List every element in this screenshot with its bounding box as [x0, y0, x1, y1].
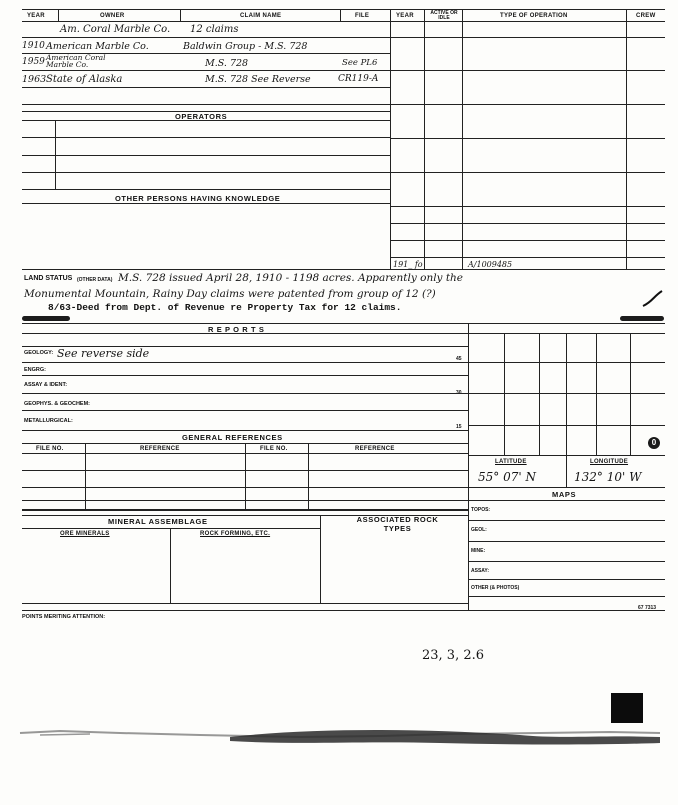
header-year: YEAR: [27, 13, 45, 19]
owner-row-1-claim: 12 claims: [190, 24, 239, 35]
reports-assay-label: ASSAY & IDENT:: [24, 382, 68, 388]
owner-row-3-file: See PL6: [342, 58, 378, 68]
owner-row-3-year: 1959: [22, 57, 45, 67]
land-status-typed: 8/63-Deed from Dept. of Revenue re Property Tax for 12 claims.: [48, 302, 402, 313]
knowledge-title: OTHER PERSONS HAVING KNOWLEDGE: [115, 194, 281, 203]
circle-mark: 0: [648, 437, 660, 449]
rock-forming-label: ROCK FORMING, ETC.: [200, 531, 271, 537]
longitude-label: LONGITUDE: [590, 459, 629, 465]
form-number: 67 7313: [638, 605, 657, 611]
scan-smear: [0, 715, 678, 755]
header-crew: CREW: [636, 13, 656, 19]
owner-row-2-year: 1910: [22, 41, 45, 51]
owner-row-4-owner: State of Alaska: [46, 74, 123, 85]
gr-reference-1: REFERENCE: [140, 446, 180, 452]
latitude-label: LATITUDE: [495, 459, 527, 465]
reports-geophys-label: GEOPHYS. & GEOCHEM:: [24, 401, 91, 407]
reports-num-45: 45: [456, 356, 462, 362]
owner-row-4-file: CR119-A: [338, 74, 379, 84]
maps-mine-label: MINE:: [471, 548, 486, 554]
maps-topos-label: TOPOS:: [471, 507, 491, 513]
reports-engrg-label: ENGRG:: [24, 367, 46, 373]
reports-num-15: 15: [456, 424, 462, 430]
reports-geology-value: See reverse side: [57, 347, 150, 360]
maps-geol-label: GEOL:: [471, 527, 487, 533]
latitude-value: 55° 07' N: [478, 470, 536, 484]
owner-row-4-claim: M.S. 728 See Reverse: [205, 74, 311, 85]
owner-row-1-owner: Am. Coral Marble Co.: [60, 24, 171, 35]
points-meriting-attention: POINTS MERITING ATTENTION:: [22, 614, 106, 620]
ops-entry-text: A/1009485: [468, 260, 513, 269]
owner-row-2-claim: Baldwin Group - M.S. 728: [183, 41, 308, 52]
gr-file-no-1: FILE NO.: [36, 446, 64, 452]
reports-title: R E P O R T S: [208, 325, 265, 334]
associated-rock-types: ASSOCIATED ROCK TYPES: [356, 515, 439, 533]
header-type-of-operation: TYPE OF OPERATION: [500, 13, 568, 19]
owner-row-4-year: 1963: [22, 74, 47, 85]
reports-geology-label: GEOLOGY:: [24, 350, 54, 356]
header-owner: OWNER: [100, 13, 125, 19]
header-active-idle: ACTIVE OR IDLE: [430, 10, 458, 21]
ore-minerals-label: ORE MINERALS: [60, 531, 110, 537]
land-status-label: LAND STATUS: [24, 275, 73, 282]
gr-file-no-2: FILE NO.: [260, 446, 288, 452]
reports-metallurgical-label: METALLURGICAL:: [24, 418, 73, 424]
gr-reference-2: REFERENCE: [355, 446, 395, 452]
operators-title: OPERATORS: [175, 112, 228, 121]
header-year-right: YEAR: [396, 13, 414, 19]
header-claim-name: CLAIM NAME: [240, 13, 282, 19]
land-status-other-data: (OTHER DATA): [77, 277, 113, 283]
header-file: FILE: [355, 13, 370, 19]
general-references-title: GENERAL REFERENCES: [182, 433, 283, 442]
owner-row-3-claim: M.S. 728: [205, 58, 249, 69]
owner-row-3-owner: American Coral Marble Co.: [46, 53, 106, 69]
owner-row-2-owner: American Marble Co.: [46, 41, 149, 52]
land-status-line-1: M.S. 728 issued April 28, 1910 - 1198 acres. Apparently only the: [118, 272, 464, 284]
maps-other-label: OTHER (& PHOTOS): [471, 585, 520, 591]
bracket-mark: [640, 288, 666, 310]
maps-assay-label: ASSAY:: [471, 568, 490, 574]
maps-title: MAPS: [552, 490, 577, 499]
longitude-value: 132° 10' W: [574, 470, 642, 484]
handwritten-number: 23, 3, 2.6: [422, 648, 485, 663]
land-status-line-2: Monumental Mountain, Rainy Day claims were patented from group of 12 (?): [24, 288, 436, 300]
mineral-assemblage-title: MINERAL ASSEMBLAGE: [108, 517, 208, 526]
ops-entry-year: 191_ fo: [393, 260, 423, 269]
